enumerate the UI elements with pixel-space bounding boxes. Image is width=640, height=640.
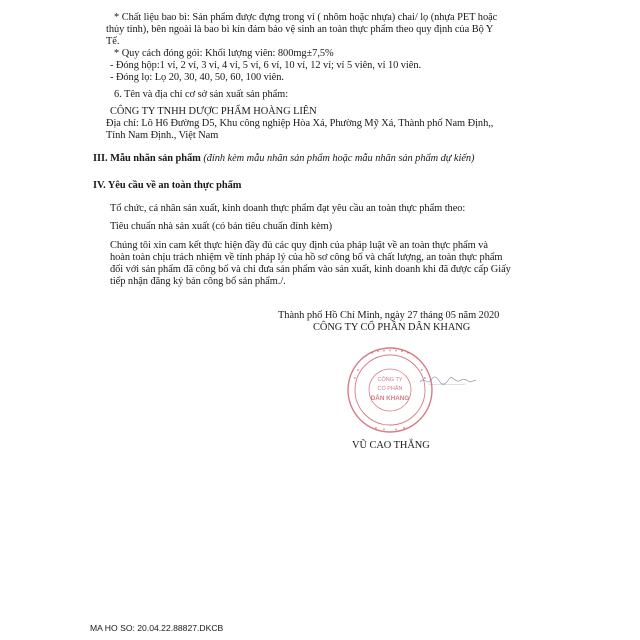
- box-packing-line: - Đóng hộp:1 vỉ, 2 vỉ, 3 vỉ, 4 vỉ, 5 vỉ, 6 vỉ, 10 vỉ, 12 vỉ; vỉ 5 viên, vỉ 10 viên.: [110, 60, 422, 71]
- commitment-line-2: hoàn toàn chịu trách nhiệm về tính pháp lý của hồ sơ công bố và chất lượng, an toàn thực phẩm: [110, 252, 503, 263]
- company-seal-icon: [345, 345, 435, 435]
- seal-text-3: DÂN KHANG: [370, 395, 410, 402]
- signing-company: CÔNG TY CỔ PHẦN DÂN KHANG: [313, 322, 471, 333]
- bottle-packing-line: - Đóng lọ: Lọ 20, 30, 40, 50, 60, 100 viên.: [110, 72, 284, 83]
- packing-spec-line: * Quy cách đóng gói: Khối lượng viên: 800mg±7,5%: [114, 48, 334, 59]
- commitment-line-4: tiếp nhận đăng ký bản công bố sản phẩm./.: [110, 276, 286, 287]
- seal-text-2: CỔ PHẦN: [377, 386, 403, 392]
- section-4-title: IV. Yêu cầu về an toàn thực phẩm: [93, 180, 242, 191]
- manufacturer-standard-line: Tiêu chuẩn nhà sản xuất (có bản tiêu chuẩn đính kèm): [110, 221, 333, 232]
- manufacturer-name: CÔNG TY TNHH DƯỢC PHẨM HOÀNG LIÊN: [110, 106, 317, 117]
- dossier-code: MA HO SO: 20.04.22.88827.DKCB: [90, 623, 224, 633]
- section-3-note: (đính kèm mẫu nhãn sản phẩm hoặc mẫu nhãn sản phẩm dự kiến): [203, 153, 475, 164]
- packaging-material-line-2: thủy tinh), bên ngoài là bao bì kín đảm bảo vệ sinh an toàn thực phẩm theo quy định của Bộ Y: [106, 24, 494, 35]
- manufacturer-address-line-1: Địa chỉ: Lô H6 Đường D5, Khu công nghiệp Hòa Xá, Phường Mỹ Xá, Thành phố Nam Định,,: [106, 118, 494, 129]
- food-safety-requirement-line: Tổ chức, cá nhân sản xuất, kinh doanh thực phẩm đạt yêu cầu an toàn thực phẩm theo:: [110, 203, 466, 214]
- section-3-heading: [93, 153, 474, 165]
- packaging-material-line-1: * Chất liệu bao bì: Sản phẩm được đựng trong vỉ ( nhôm hoặc nhựa) chai/ lọ (nhựa PET hoặc: [114, 12, 498, 23]
- commitment-line-3: đối với sản phẩm đã công bố và chỉ đưa sản phẩm vào sản xuất, kinh doanh khi đã được cấp Giấy: [110, 264, 511, 275]
- packaging-material-line-3: Tế.: [106, 36, 120, 47]
- signer-name: VŨ CAO THẮNG: [352, 440, 430, 451]
- section-3-title: III. Mẫu nhãn sản phẩm: [93, 153, 201, 164]
- manufacturer-heading: 6. Tên và địa chỉ cơ sở sản xuất sản phẩm:: [114, 89, 289, 100]
- handwritten-signature: [418, 372, 478, 388]
- place-and-date: Thành phố Hồ Chí Minh, ngày 27 tháng 05 năm 2020: [278, 310, 500, 321]
- manufacturer-address-line-2: Tỉnh Nam Định., Việt Nam: [106, 130, 219, 141]
- commitment-line-1: Chúng tôi xin cam kết thực hiện đầy đủ các quy định của pháp luật về an toàn thực phẩm và: [110, 240, 488, 251]
- seal-text-1: CÔNG TY: [377, 377, 403, 383]
